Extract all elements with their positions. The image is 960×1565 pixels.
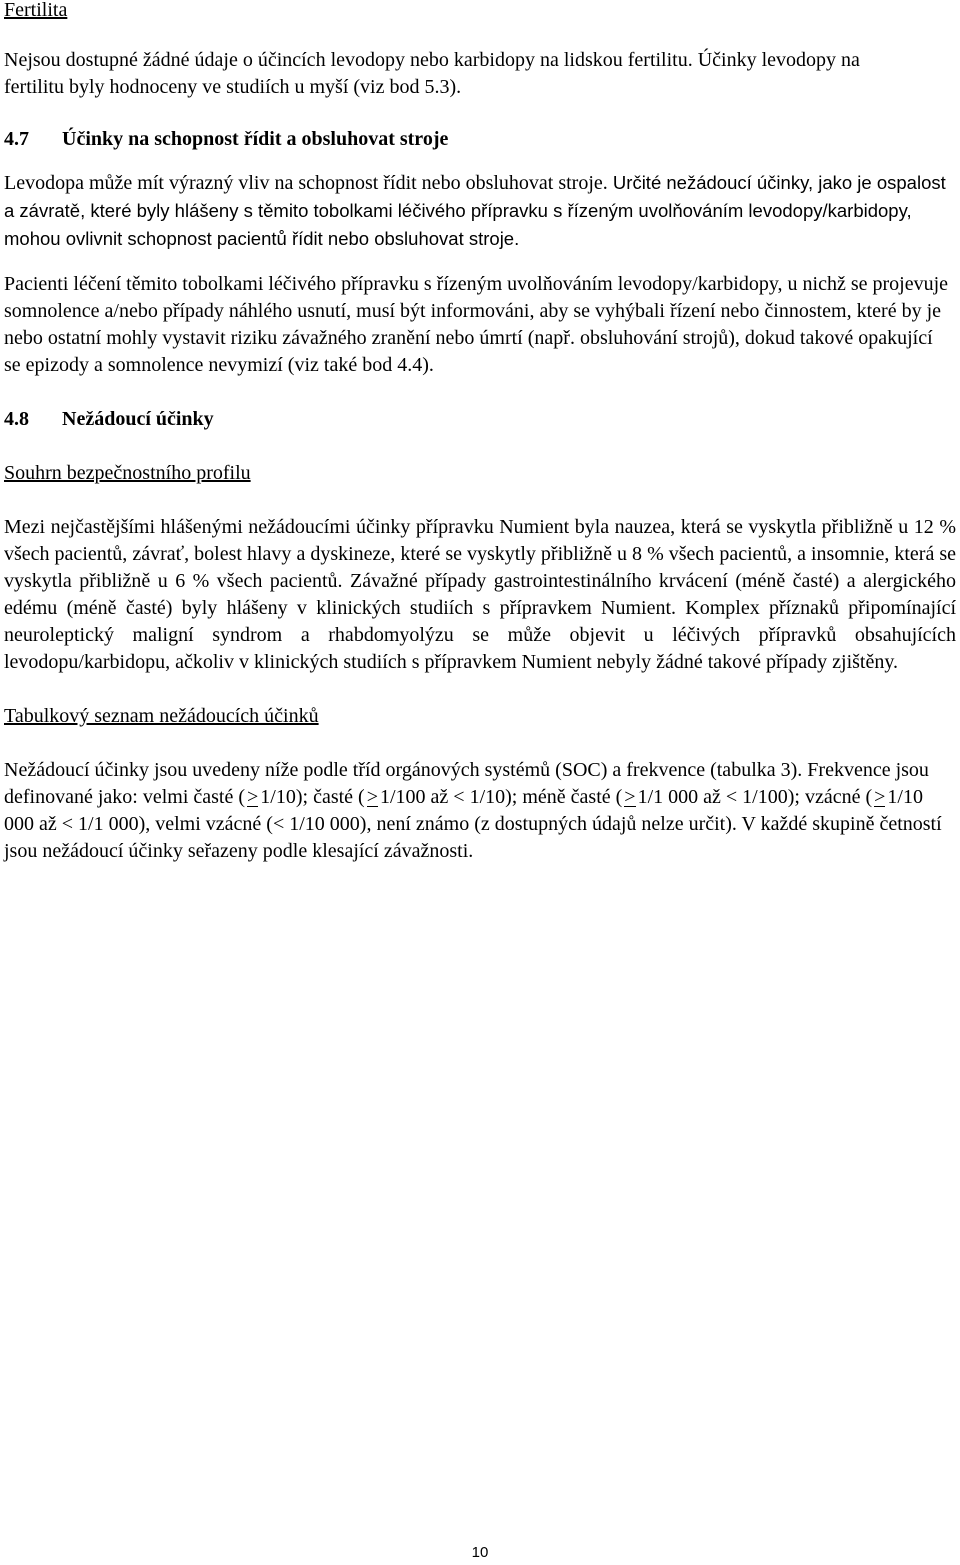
summary-heading: Souhrn bezpečnostního profilu	[4, 462, 251, 484]
fertility-heading: Fertilita	[4, 0, 68, 21]
table-text-part-4: 1/1 000 až < 1/100); vzácné (	[637, 786, 873, 808]
document-page	[4, 0, 956, 865]
greater-equal-symbol: >	[874, 786, 886, 808]
section-4-7-heading	[4, 126, 956, 153]
summary-text: Mezi nejčastějšími hlášenými nežádoucími účinky přípravku Numient byla nauzea, která se vyskytla přibližně u 12 % všech pacientů, závrať, bolest hlavy a dyskineze, které se vyskytly přibližně u 8 % všech pacientů, a insomnie, která se vyskytla přibližně u 6 % všech pacientů. Závažné případy gastrointestinálního krvácení (méně časté) a alergického edému (méně časté) byly hlášeny v klinických studiích s přípravkem Numient. Komplex příznaků připomínající neuroleptický maligní syndrom a rhabdomyolýzu se může objevit u léčivých přípravků obsahujících levodopu/karbidopu, ačkoliv v klinických studiích s přípravkem Numient nebyly žádné takové případy zjištěny.	[4, 516, 956, 673]
table-text-part-2: 1/10); časté (	[260, 786, 365, 808]
greater-equal-symbol: >	[366, 786, 378, 808]
page-number: 10	[471, 1544, 489, 1561]
fertility-text: Nejsou dostupné žádné údaje o účincích levodopy nebo karbidopy na lidskou fertilitu. Účinky levodopy na fertilitu byly hodnoceny ve studiích u myší (viz bod 5.3).	[4, 49, 860, 98]
section-4-7-paragraph-2: Pacienti léčení těmito tobolkami léčivého přípravku s řízeným uvolňováním levodopy/karbidopy, u nichž se projevuje somnolence a/nebo případy náhlého usnutí, musí být informováni, aby se vyhýbali řízení nebo činnostem, které by je nebo ostatní mohly vystavit riziku závažného zranění nebo úmrtí (např. obsluhování strojů), dokud takové opakující se epizody a somnolence nevymizí (viz také bod 4.4).	[4, 273, 949, 376]
section-4-7-p1-lead: Levodopa může mít výrazný vliv na schopnost řídit nebo obsluhovat stroje.	[4, 172, 608, 194]
section-4-7-title: Účinky na schopnost řídit a obsluhovat stroje	[62, 128, 449, 150]
section-4-8-number: 4.8	[4, 408, 29, 430]
section-4-7-p1-rest: Určité nežádoucí účinky, jako je ospalost a závratě, které byly hlášeny s těmito tobolkami léčivého přípravku s řízeným uvolňováním levodopy/karbidopy, mohou ovlivnit schopnost pacientů řídit nebo obsluhovat stroje.	[4, 172, 946, 249]
greater-equal-symbol: >	[247, 786, 259, 808]
table-text-part-3: 1/100 až < 1/10); méně časté (	[379, 786, 623, 808]
section-4-7-number: 4.7	[4, 128, 29, 150]
section-4-7-paragraph-1	[4, 169, 949, 253]
greater-equal-symbol: >	[624, 786, 636, 808]
table-text-part-1: Nežádoucí účinky jsou uvedeny níže podle tříd orgánových systémů (SOC) a frekvence (tabulka 3). Frekvence jsou definované jako: velmi časté (	[4, 759, 929, 808]
section-4-8-title: Nežádoucí účinky	[62, 408, 214, 430]
section-4-8-heading	[4, 406, 956, 433]
table-list-heading: Tabulkový seznam nežádoucích účinků	[4, 705, 319, 727]
table-text-part-5: 1/10 000 až < 1/1 000), velmi vzácné (< 1/10 000), není známo (z dostupných údajů nelze určit). V každé skupině četností jsou nežádoucí účinky seřazeny podle klesající závažnosti.	[4, 786, 942, 862]
table-list-text	[4, 757, 956, 865]
